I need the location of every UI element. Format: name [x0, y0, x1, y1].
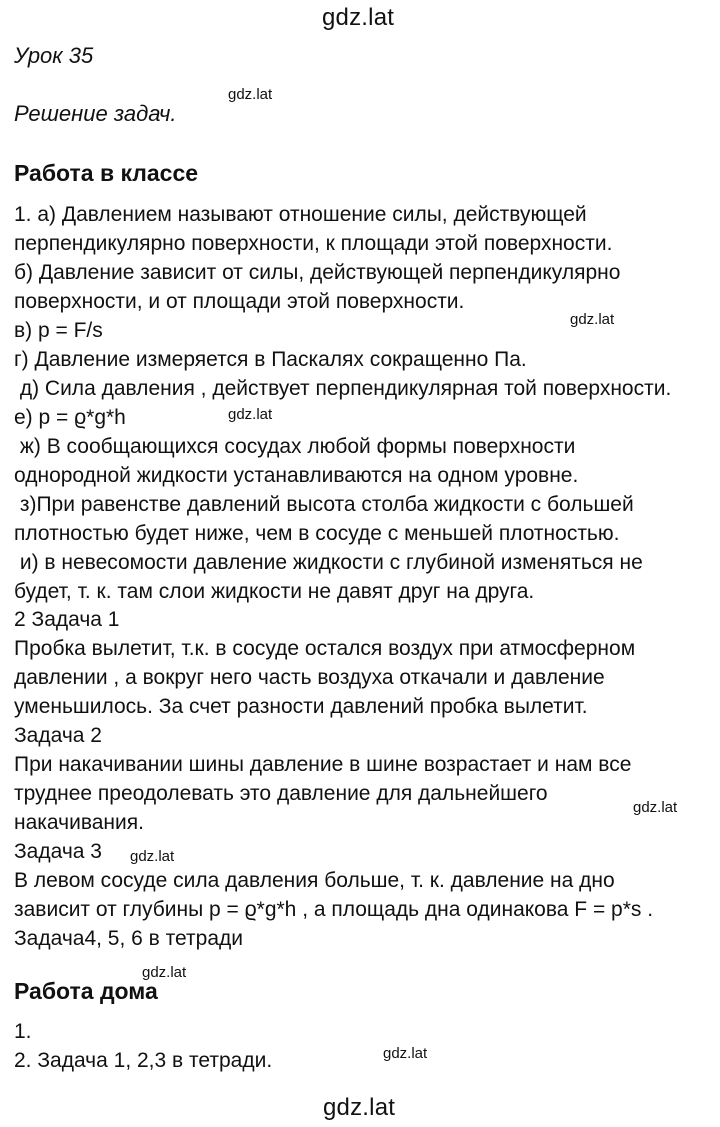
classwork-line: г) Давление измеряется в Паскалях сокращенно Па.: [14, 348, 527, 371]
classwork-line: давлении , а вокруг него часть воздуха откачали и давление: [14, 666, 605, 689]
lesson-subtitle: Решение задач.: [14, 101, 177, 126]
classwork-line: Задача4, 5, 6 в тетради: [14, 927, 243, 950]
classwork-line: Задача 3: [14, 840, 102, 863]
classwork-line: б) Давление зависит от силы, действующей перпендикулярно: [14, 261, 621, 284]
classwork-line: уменьшилось. За счет разности давлений пробка вылетит.: [14, 695, 588, 718]
classwork-line: 2 Задача 1: [14, 608, 120, 631]
watermark: gdz.lat: [228, 406, 273, 423]
site-header: gdz.lat: [322, 4, 395, 31]
classwork-line: будет, т. к. там слои жидкости не давят друг на друга.: [14, 580, 535, 603]
classwork-line: з)При равенстве давлений высота столба жидкости с большей: [14, 493, 634, 516]
watermark: gdz.lat: [142, 964, 187, 981]
classwork-line: ж) В сообщающихся сосудах любой формы поверхности: [14, 435, 576, 458]
watermark: gdz.lat: [130, 848, 175, 865]
classwork-line: однородной жидкости устанавливаются на одном уровне.: [14, 464, 579, 487]
classwork-line: д) Сила давления , действует перпендикулярная той поверхности.: [14, 377, 672, 400]
classwork-heading: Работа в классе: [14, 160, 199, 186]
site-footer: gdz.lat: [323, 1094, 396, 1121]
classwork-line: е) p = ϱ*g*h: [14, 406, 126, 429]
watermark: gdz.lat: [383, 1045, 428, 1062]
homework-line: 1.: [14, 1020, 32, 1043]
classwork-line: поверхности, и от площади этой поверхности.: [14, 290, 465, 313]
watermark: gdz.lat: [570, 311, 615, 328]
homework-line: 2. Задача 1, 2,3 в тетради.: [14, 1049, 273, 1072]
classwork-line: 1. а) Давлением называют отношение силы, действующей: [14, 203, 587, 226]
classwork-line: зависит от глубины p = ϱ*g*h , а площадь дна одинакова F = p*s .: [14, 898, 654, 921]
classwork-line: плотностью будет ниже, чем в сосуде с меньшей плотностью.: [14, 522, 620, 545]
classwork-line: перпендикулярно поверхности, к площади этой поверхности.: [14, 232, 613, 255]
classwork-line: При накачивании шины давление в шине возрастает и нам все: [14, 753, 632, 776]
watermark: gdz.lat: [633, 799, 678, 816]
watermark: gdz.lat: [228, 86, 273, 103]
classwork-line: в) p = F/s: [14, 319, 103, 342]
classwork-line: накачивания.: [14, 811, 144, 834]
classwork-line: и) в невесомости давление жидкости с глубиной изменяться не: [14, 551, 643, 574]
classwork-line: труднее преодолевать это давление для дальнейшего: [14, 782, 548, 805]
homework-heading: Работа дома: [14, 978, 158, 1004]
lesson-title: Урок 35: [14, 43, 94, 68]
classwork-line: Пробка вылетит, т.к. в сосуде остался воздух при атмосферном: [14, 637, 636, 660]
classwork-line: В левом сосуде сила давления больше, т. к. давление на дно: [14, 869, 615, 892]
classwork-line: Задача 2: [14, 724, 102, 747]
